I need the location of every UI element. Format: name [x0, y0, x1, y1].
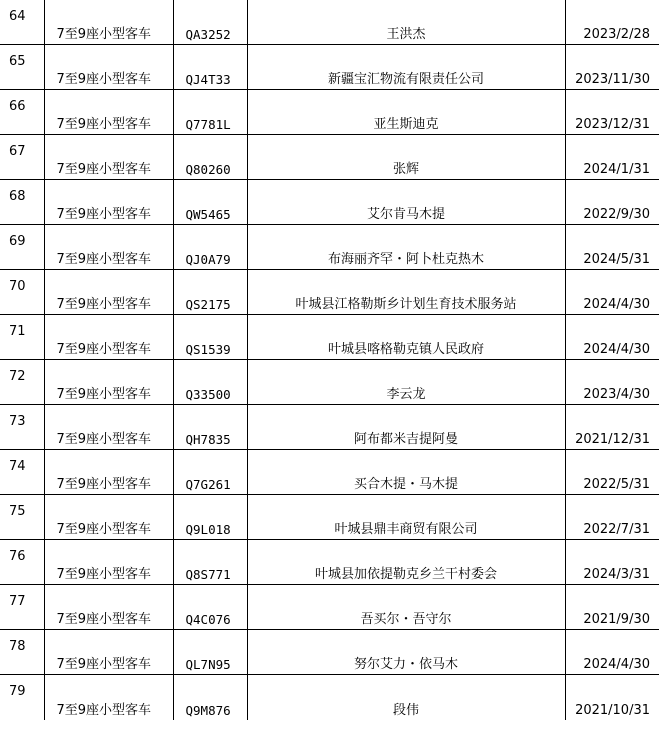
expiry-date-cell: 2021/12/31: [565, 405, 659, 450]
expiry-date-cell: 2023/2/28: [565, 0, 659, 45]
owner-name-cell: 叶城县加依提勒克乡兰干村委会: [247, 540, 565, 585]
table-row: [0, 630, 659, 675]
table-row: [0, 0, 659, 45]
expiry-date-cell: 2023/11/30: [565, 45, 659, 90]
row-number: 66: [0, 90, 44, 135]
expiry-date-cell: 2022/9/30: [565, 180, 659, 225]
expiry-date-cell: 2024/4/30: [565, 315, 659, 360]
plate-number-cell: QJ4T33: [173, 45, 247, 90]
row-number: 79: [0, 675, 44, 720]
vehicle-type-cell: 7至9座小型客车: [44, 630, 173, 675]
owner-name-cell: 张辉: [247, 135, 565, 180]
plate-number-cell: Q80260: [173, 135, 247, 180]
vehicle-type-cell: 7至9座小型客车: [44, 450, 173, 495]
plate-number-cell: Q7781L: [173, 90, 247, 135]
vehicle-type-cell: 7至9座小型客车: [44, 270, 173, 315]
owner-name-cell: 叶城县鼎丰商贸有限公司: [247, 495, 565, 540]
expiry-date-cell: 2024/1/31: [565, 135, 659, 180]
owner-name-cell: 阿布都米吉提阿曼: [247, 405, 565, 450]
row-number: 73: [0, 405, 44, 450]
vehicle-type-cell: 7至9座小型客车: [44, 675, 173, 720]
plate-number-cell: QA3252: [173, 0, 247, 45]
table-row: [0, 225, 659, 270]
expiry-date-cell: 2023/4/30: [565, 360, 659, 405]
table-row: [0, 360, 659, 405]
plate-number-cell: QL7N95: [173, 630, 247, 675]
row-number: 74: [0, 450, 44, 495]
table-row: [0, 270, 659, 315]
expiry-date-cell: 2024/3/31: [565, 540, 659, 585]
table-row: [0, 585, 659, 630]
owner-name-cell: 买合木提・马木提: [247, 450, 565, 495]
table-row: [0, 135, 659, 180]
expiry-date-cell: 2024/5/31: [565, 225, 659, 270]
vehicle-type-cell: 7至9座小型客车: [44, 0, 173, 45]
owner-name-cell: 李云龙: [247, 360, 565, 405]
owner-name-cell: 叶城县喀格勒克镇人民政府: [247, 315, 565, 360]
plate-number-cell: QS2175: [173, 270, 247, 315]
table-row: [0, 315, 659, 360]
row-number: 69: [0, 225, 44, 270]
owner-name-cell: 艾尔肯马木提: [247, 180, 565, 225]
row-number: 65: [0, 45, 44, 90]
vehicle-type-cell: 7至9座小型客车: [44, 540, 173, 585]
expiry-date-cell: 2024/4/30: [565, 270, 659, 315]
vehicle-type-cell: 7至9座小型客车: [44, 90, 173, 135]
vehicle-type-cell: 7至9座小型客车: [44, 585, 173, 630]
expiry-date-cell: 2022/7/31: [565, 495, 659, 540]
row-number: 72: [0, 360, 44, 405]
row-number: 77: [0, 585, 44, 630]
vehicle-type-cell: 7至9座小型客车: [44, 135, 173, 180]
row-number: 75: [0, 495, 44, 540]
vehicle-type-cell: 7至9座小型客车: [44, 315, 173, 360]
vehicle-type-cell: 7至9座小型客车: [44, 495, 173, 540]
owner-name-cell: 努尔艾力・依马木: [247, 630, 565, 675]
plate-number-cell: Q33500: [173, 360, 247, 405]
table-row: [0, 450, 659, 495]
vehicle-type-cell: 7至9座小型客车: [44, 360, 173, 405]
expiry-date-cell: 2021/9/30: [565, 585, 659, 630]
expiry-date-cell: 2022/5/31: [565, 450, 659, 495]
owner-name-cell: 布海丽齐罕・阿卜杜克热木: [247, 225, 565, 270]
expiry-date-cell: 2021/10/31: [565, 675, 659, 720]
row-number: 67: [0, 135, 44, 180]
vehicle-type-cell: 7至9座小型客车: [44, 180, 173, 225]
expiry-date-cell: 2024/4/30: [565, 630, 659, 675]
row-number: 64: [0, 0, 44, 45]
plate-number-cell: Q7G261: [173, 450, 247, 495]
row-number: 76: [0, 540, 44, 585]
vehicle-type-cell: 7至9座小型客车: [44, 45, 173, 90]
vehicle-type-cell: 7至9座小型客车: [44, 405, 173, 450]
plate-number-cell: QW5465: [173, 180, 247, 225]
owner-name-cell: 段伟: [247, 675, 565, 720]
plate-number-cell: QJ0A79: [173, 225, 247, 270]
row-number: 68: [0, 180, 44, 225]
row-number: 78: [0, 630, 44, 675]
table-row: [0, 180, 659, 225]
plate-number-cell: QH7835: [173, 405, 247, 450]
owner-name-cell: 叶城县江格勒斯乡计划生育技术服务站: [247, 270, 565, 315]
plate-number-cell: Q4C076: [173, 585, 247, 630]
plate-number-cell: Q9L018: [173, 495, 247, 540]
owner-name-cell: 吾买尔・吾守尔: [247, 585, 565, 630]
plate-number-cell: QS1539: [173, 315, 247, 360]
table-row: [0, 675, 659, 720]
plate-number-cell: Q8S771: [173, 540, 247, 585]
table-row: [0, 45, 659, 90]
table-row: [0, 90, 659, 135]
vehicle-type-cell: 7至9座小型客车: [44, 225, 173, 270]
table-row: [0, 495, 659, 540]
row-number: 71: [0, 315, 44, 360]
plate-number-cell: Q9M876: [173, 675, 247, 720]
owner-name-cell: 新疆宝汇物流有限责任公司: [247, 45, 565, 90]
owner-name-cell: 亚生斯迪克: [247, 90, 565, 135]
table-row: [0, 405, 659, 450]
expiry-date-cell: 2023/12/31: [565, 90, 659, 135]
row-number: 70: [0, 270, 44, 315]
owner-name-cell: 王洪杰: [247, 0, 565, 45]
table-row: [0, 540, 659, 585]
